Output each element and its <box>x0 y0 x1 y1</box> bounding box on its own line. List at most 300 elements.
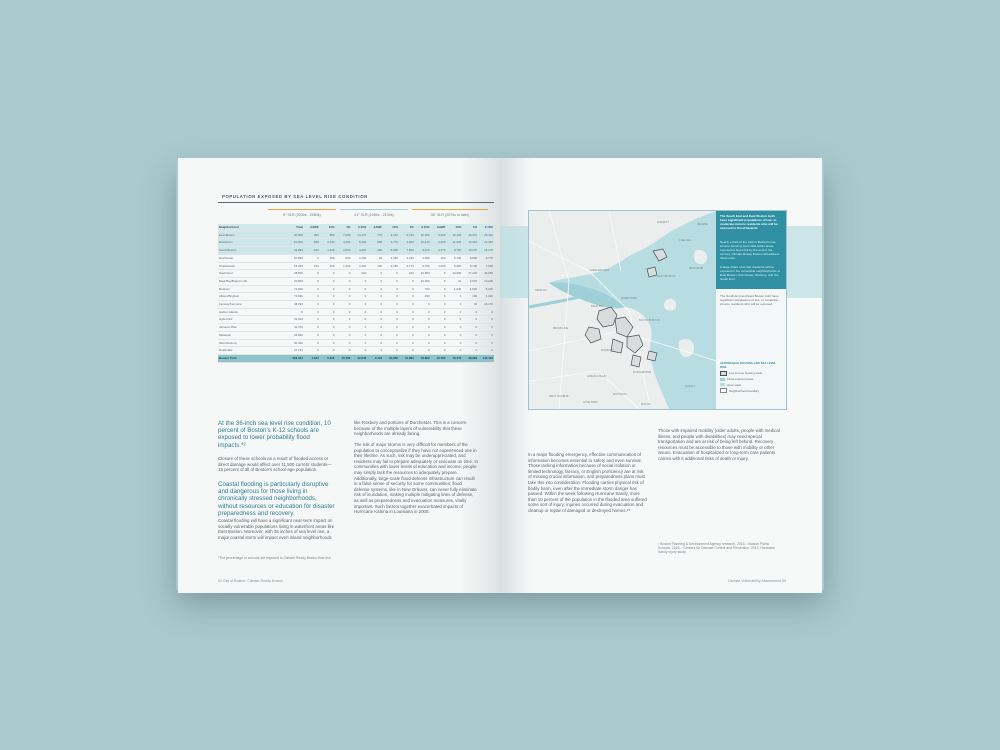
table-cell: 32,910 <box>288 316 304 324</box>
legend-swatch-icon <box>720 371 727 376</box>
table-cell: 1,020 <box>431 262 447 270</box>
table-cell: 42,370 <box>288 324 304 332</box>
title-rule <box>218 202 494 203</box>
map-sidebar <box>716 210 787 410</box>
legend-item <box>720 371 782 376</box>
table-cell: 5,400 <box>351 239 367 247</box>
table-cell: 0 <box>304 277 320 285</box>
table-cell: 0 <box>351 277 367 285</box>
table-cell: 78,889 <box>415 354 431 362</box>
table-cell: 0 <box>351 316 367 324</box>
table-cell: 26,660 <box>288 331 304 339</box>
callout-coastal-flooding: Coastal flooding is particularly disruptive and dangerous for those living in chronically stressed neighborhoods, without resources or education for disaster preparedness and recovery. <box>218 481 335 517</box>
table-header-cell: 10% <box>446 224 462 231</box>
table-cell: 0 <box>415 347 431 355</box>
table-cell: 16,130 <box>446 231 462 239</box>
legend-label: Neighborhood boundary <box>729 388 760 393</box>
table-cell: 0 <box>415 301 431 309</box>
table-cell: 0 <box>304 254 320 262</box>
table-cell: 0 <box>478 347 494 355</box>
table-cell: 0 <box>431 293 447 301</box>
group-rule-2 <box>340 209 408 210</box>
table-cell: 9,770 <box>478 254 494 262</box>
table-cell: 22,800 <box>288 277 304 285</box>
table-cell: 8,750 <box>446 247 462 255</box>
table-cell: 0 <box>336 293 352 301</box>
table-cell: 0 <box>383 285 399 293</box>
table-cell: 0 <box>367 277 383 285</box>
table-cell: 0 <box>336 285 352 293</box>
paragraph-col2-intro: like Roxbury and portions of Dorchester. This is a concern because of the multiple layers of vulnerability that these neighborhoods are already facing. <box>354 420 467 437</box>
group-label-21in: 21" SLR (2050s - 2100s) <box>354 213 394 217</box>
neighborhood-cell: East Boston <box>218 231 288 239</box>
table-cell: 0 <box>367 301 383 309</box>
table-cell: 0 <box>462 339 478 347</box>
table-cell: 0 <box>304 301 320 309</box>
table-row <box>218 331 494 339</box>
page-folio-left: 54 City of Boston: Climate Ready Boston <box>218 579 284 583</box>
table-cell: 10,410 <box>462 239 478 247</box>
map-label: EAST BOSTON <box>657 275 676 278</box>
table-cell: 0 <box>431 324 447 332</box>
table-header-cell: 1% <box>399 224 415 231</box>
table-cell: 0 <box>304 308 320 316</box>
table-cell: 0 <box>478 324 494 332</box>
neighborhood-cell: Jamaica Plain <box>218 324 288 332</box>
neighborhood-cell: West Roxbury <box>218 339 288 347</box>
legend-swatch-icon <box>720 378 725 381</box>
table-cell: 0 <box>320 301 336 309</box>
table-cell: 6,830 <box>462 254 478 262</box>
table-cell: 4,400 <box>351 247 367 255</box>
table-cell: 0 <box>336 308 352 316</box>
table-cell: 0 <box>431 347 447 355</box>
table-row <box>218 324 494 332</box>
legend-swatch-icon <box>720 388 727 393</box>
table-cell: 10,410 <box>415 239 431 247</box>
table-cell: 0 <box>446 301 462 309</box>
table-cell: 2,090 <box>336 247 352 255</box>
table-cell: 770 <box>367 231 383 239</box>
table-cell: 0 <box>320 308 336 316</box>
table-cell: 0 <box>478 308 494 316</box>
legend-title: AFFORDABLE HOUSING AND SEA LEVEL RISE <box>720 361 776 369</box>
right-footnotes: ¹ Boston Planning & Development Agency research, 2016. ² Boston Public Schools, 2016. ³ Centers for Disease Control and Prevention, 2013. Hurricane Sandy injury study. <box>658 542 776 554</box>
table-header-cell: 1% <box>462 224 478 231</box>
table-cell: 7,060 <box>478 262 494 270</box>
table-cell: 0 <box>351 331 367 339</box>
table-cell: 0 <box>351 339 367 347</box>
neighborhood-cell: Back Bay/Beacon Hill <box>218 277 288 285</box>
table-header-row <box>218 224 494 231</box>
table-cell: 0 <box>304 347 320 355</box>
map-label: CHELSEA <box>679 239 692 242</box>
table-cell: 5,200 <box>478 285 494 293</box>
table-row <box>218 285 494 293</box>
legend-label: Low-income housing areas <box>729 371 763 375</box>
table-row <box>218 254 494 262</box>
table-cell: 0 <box>399 277 415 285</box>
table-cell: 960 <box>367 239 383 247</box>
table-cell: 0 <box>320 285 336 293</box>
table-row <box>218 277 494 285</box>
neighborhood-cell: Harbor Islands <box>218 308 288 316</box>
table-row <box>218 239 494 247</box>
table-cell: 220 <box>351 270 367 278</box>
table-cell: 5,260 <box>320 354 336 362</box>
table-cell: 0 <box>320 331 336 339</box>
paragraph-impaired-mobility: Those with impaired mobility (older adults, people with medical illness, and people with disabilities) may need special transportation and are at risk of being left behind. Recovery resources must be accessible to those with mobility or other issues. Evacuation of hospitalized or long-term care patients carries with it additional risks of death or injury. <box>658 428 780 461</box>
table-cell: 9,210 <box>415 247 431 255</box>
map-label: WINTHROP <box>689 267 704 270</box>
sidebar-body-1: Nearly a third of the total in Boston's low-income housing stock falls within areas exposed to flood risk by the end of the century. Climate Ready Boston will address these risks. <box>720 240 780 260</box>
table-cell: 7,000 <box>336 231 352 239</box>
table-cell: 0 <box>383 301 399 309</box>
table-cell: 0 <box>462 331 478 339</box>
footnote: *The percentage of schools are exposed to Climate Ready Boston flow rise. <box>218 556 332 560</box>
table-cell: 73,770 <box>446 354 462 362</box>
sidebar-lead: The South End and East Boston both have significant populations of low- to moderate-income residents who will be exposed to flood hazards. <box>720 214 778 230</box>
table-cell: 12,780 <box>431 354 447 362</box>
table-cell: 0 <box>320 339 336 347</box>
table-cell: 0 <box>288 308 304 316</box>
map-legend <box>720 361 782 393</box>
table-cell: 1,020 <box>478 293 494 301</box>
neighborhood-cell: Mattapan <box>218 331 288 339</box>
table-cell: 0 <box>399 339 415 347</box>
table-cell: 10,300 <box>288 239 304 247</box>
table-cell: 98,389 <box>462 354 478 362</box>
table-row <box>218 293 494 301</box>
table-header-cell: 0.10% <box>415 224 431 231</box>
table-cell: 0 <box>431 285 447 293</box>
table-cell: 0 <box>431 316 447 324</box>
table-cell: 10 <box>446 277 462 285</box>
table-cell: 240 <box>399 270 415 278</box>
table-cell: 0 <box>351 293 367 301</box>
group-label-9in: 9" SLR (2030s - 2050s) <box>283 213 321 217</box>
table-cell: 5,090 <box>383 247 399 255</box>
paragraph-coastal-flooding: Coastal flooding will have a significant near-term impact on socially vulnerable populations living in waterfront areas like East Boston. Moreover, with 36 inches of sea level rise, a major coastal storm will impact even inland neighborhoods <box>218 518 335 540</box>
legend-item <box>720 377 782 381</box>
table-cell: 0 <box>336 324 352 332</box>
table-cell: 0 <box>383 308 399 316</box>
map-label: EVERETT <box>657 221 669 224</box>
table-cell: 0 <box>336 301 352 309</box>
table-cell: 0 <box>399 285 415 293</box>
table-cell: 0 <box>336 277 352 285</box>
table-cell: 0 <box>367 324 383 332</box>
table-header-cell: 10% <box>320 224 336 231</box>
table-cell: 0 <box>304 316 320 324</box>
table-title: POPULATION EXPOSED BY SEA LEVEL RISE CONDITION <box>222 194 368 199</box>
table-cell: 15,780 <box>336 354 352 362</box>
table-cell: 0 <box>383 293 399 301</box>
table-header-cell: Total <box>288 224 304 231</box>
table-cell: 1,820 <box>462 285 478 293</box>
table-cell: 0 <box>446 331 462 339</box>
table-cell: 44,060 <box>399 354 415 362</box>
table-cell: 0 <box>336 331 352 339</box>
table-cell: 0 <box>446 339 462 347</box>
legend-swatch-icon <box>720 383 725 386</box>
table-cell: 0 <box>336 316 352 324</box>
table-cell: 74,990 <box>288 293 304 301</box>
table-cell: 0 <box>351 285 367 293</box>
table-header-cell: 0.10% <box>351 224 367 231</box>
table-cell: 400 <box>320 262 336 270</box>
table-cell: 4,670 <box>462 277 478 285</box>
table-row <box>218 262 494 270</box>
table-cell: 0 <box>431 339 447 347</box>
map-label: DORCHESTER <box>633 371 652 374</box>
map-label: ROXBURY <box>601 349 614 352</box>
table-cell: 7,540 <box>399 247 415 255</box>
table-cell: 100 <box>367 262 383 270</box>
map-label: BROOKLINE <box>553 327 569 330</box>
table-cell: 0 <box>383 316 399 324</box>
table-cell: 0 <box>336 270 352 278</box>
table-cell: 11,230 <box>446 239 462 247</box>
table-cell: 0 <box>304 331 320 339</box>
table-cell: 100 <box>304 262 320 270</box>
table-cell: 0 <box>399 301 415 309</box>
table-cell: 15,170 <box>478 247 494 255</box>
table-cell: 0 <box>304 285 320 293</box>
group-rule-1 <box>268 209 336 210</box>
flood-map <box>528 210 718 410</box>
table-cell: 2,110 <box>367 354 383 362</box>
table-cell: 0 <box>446 347 462 355</box>
table-cell: 19,370 <box>462 231 478 239</box>
table-cell: 0 <box>320 277 336 285</box>
table-cell: 0 <box>367 316 383 324</box>
neighborhood-cell: Allston/Brighton <box>218 293 288 301</box>
table-cell: 1,340 <box>304 354 320 362</box>
legend-item <box>720 383 782 387</box>
table-cell: 2,370 <box>431 247 447 255</box>
table-cell: 0 <box>367 331 383 339</box>
table-cell: 0 <box>462 347 478 355</box>
table-cell: 1,340 <box>336 262 352 270</box>
table-cell: 24,980 <box>446 270 462 278</box>
table-cell: 144,460 <box>478 354 494 362</box>
table-cell: 0 <box>351 301 367 309</box>
table-cell: 2,180 <box>383 262 399 270</box>
table-cell: 0 <box>415 331 431 339</box>
sidebar-body-2: A large share of at-risk residents will be exposed in the vulnerable neighborhoods of East Boston, Dorchester, Roxbury, and the South End. <box>720 265 781 281</box>
table-cell: 180 <box>320 254 336 262</box>
table-cell: 30,440 <box>288 339 304 347</box>
table-row <box>218 247 494 255</box>
map-label: SOUTH BOSTON <box>639 319 660 322</box>
neighborhood-cell: Charlestown <box>218 262 288 270</box>
right-page <box>500 158 822 593</box>
table-row <box>218 308 494 316</box>
table-cell: 0 <box>462 308 478 316</box>
table-cell: 14,470 <box>351 231 367 239</box>
table-cell: 16,439 <box>288 262 304 270</box>
paragraph-schools: Closure of these schools as a result of flooded access or direct damage would affect over 11,500 current students—15 percent of all of Boston's school-age population. <box>218 456 332 473</box>
neighborhood-cell: Roslindale <box>218 347 288 355</box>
paragraph-emergency-communication: In a major flooding emergency, effective communication of information becomes essential to safety and even survival. Those lacking information because of social isolation or limited technology, literacy, or English proficiency are at risk of missing crucial information, and preparedness plans must take this into consideration. Flooding carries physical risk of bodily harm, even after the immediate storm danger has passed. Within the week following Hurricane Sandy, more than 10 percent of the population in the flooded area suffered some sort of injury; injuries occurred during evacuation and cleanup or repair of damaged or destroyed homes.*³ <box>528 452 647 513</box>
table-cell: 0 <box>383 324 399 332</box>
table-header-cell: 10% <box>383 224 399 231</box>
table-header-cell: 1% <box>336 224 352 231</box>
table-cell: 0 <box>351 308 367 316</box>
table-cell: 0 <box>351 347 367 355</box>
table-cell: 0 <box>478 339 494 347</box>
map-graphic <box>529 211 717 409</box>
table-row <box>218 347 494 355</box>
map-label: REVERE <box>697 223 708 226</box>
map-label: JAMAICA PLAIN <box>587 375 607 378</box>
table-cell: 0 <box>320 316 336 324</box>
table-cell: 0 <box>478 316 494 324</box>
table-cell: 0 <box>399 331 415 339</box>
table-cell: 31,990 <box>288 247 304 255</box>
table-cell: 0 <box>367 347 383 355</box>
table-cell: 10,090 <box>415 277 431 285</box>
table-cell: 40,508 <box>288 231 304 239</box>
table-header-cell: AAWF <box>304 224 320 231</box>
table-cell: 0 <box>399 347 415 355</box>
table-row <box>218 231 494 239</box>
table-cell: 0 <box>304 270 320 278</box>
neighborhood-cell: South Boston <box>218 247 288 255</box>
neighborhood-cell: Downtown <box>218 239 288 247</box>
table-cell: 0 <box>399 324 415 332</box>
table-cell: 0 <box>462 316 478 324</box>
table-cell: 0 <box>304 339 320 347</box>
table-cell: 0 <box>383 347 399 355</box>
neighborhood-cell: Boston Total <box>218 354 288 362</box>
table-cell: 4,090 <box>415 254 431 262</box>
table-cell: 700 <box>415 285 431 293</box>
group-label-36in: 36" SLR (2070s or later) <box>430 213 470 217</box>
map-label: HYDE PARK <box>583 401 598 404</box>
table-row <box>218 339 494 347</box>
table-cell: 10,270 <box>462 247 478 255</box>
table-header-cell: AAWF <box>431 224 447 231</box>
table-cell: 26,420 <box>478 231 494 239</box>
table-cell: 0 <box>351 324 367 332</box>
table-cell: 0 <box>304 324 320 332</box>
table-cell: 10,470 <box>478 301 494 309</box>
table-cell: 190 <box>462 293 478 301</box>
legend-item <box>720 388 782 393</box>
table-cell: 22,650 <box>383 354 399 362</box>
table-cell: 0 <box>478 331 494 339</box>
map-label: WEST ROXBURY <box>549 395 570 398</box>
table-cell: 0 <box>320 270 336 278</box>
table-cell: 10,880 <box>415 270 431 278</box>
table-header-cell: 0.10% <box>478 224 494 231</box>
table-cell: 100 <box>367 247 383 255</box>
map-label: DOWNTOWN <box>621 297 638 300</box>
table-cell: 0 <box>320 324 336 332</box>
table-cell: 0 <box>367 270 383 278</box>
table-cell: 2,190 <box>320 239 336 247</box>
table-cell: 0 <box>415 308 431 316</box>
map-label: NEWTON <box>535 289 547 292</box>
table-cell: 4,010 <box>383 231 399 239</box>
table-cell: 626,441 <box>288 354 304 362</box>
table-total-row <box>218 354 494 362</box>
left-page <box>178 158 500 593</box>
sidebar-highlight-box <box>716 211 786 289</box>
table-cell: 27,721 <box>288 347 304 355</box>
legend-label: Open water <box>727 382 742 387</box>
table-cell: 40 <box>462 301 478 309</box>
table-cell: 0 <box>336 347 352 355</box>
table-row <box>218 270 494 278</box>
table-cell: 0 <box>446 308 462 316</box>
table-cell: 0 <box>320 293 336 301</box>
sidebar-body-3: The South End and East Boston both have significant populations of low- to moderate-income residents who will be exposed. <box>720 294 779 306</box>
table-cell: 0 <box>399 316 415 324</box>
table-cell: 27,420 <box>462 270 478 278</box>
table-cell: 21,440 <box>478 239 494 247</box>
table-cell: 44,290 <box>288 301 304 309</box>
table-cell: 0 <box>320 347 336 355</box>
map-label: QUINCY <box>685 385 696 388</box>
table-cell: 5,920 <box>446 262 462 270</box>
table-cell: 5,770 <box>399 262 415 270</box>
table-cell: 0 <box>367 285 383 293</box>
table-header-cell: Neighborhood <box>218 224 288 231</box>
table-cell: 0 <box>431 301 447 309</box>
table-cell: 1,040 <box>446 285 462 293</box>
table-cell: 0 <box>336 339 352 347</box>
map-label: BACK BAY <box>591 305 604 308</box>
legend-label: Flood-exposed areas <box>727 377 754 381</box>
neighborhood-cell: Roxbury <box>218 285 288 293</box>
neighborhood-cell: Dorchester <box>218 254 288 262</box>
table-cell: 4,940 <box>399 239 415 247</box>
table-cell: 850 <box>320 231 336 239</box>
table-cell: 6,740 <box>399 231 415 239</box>
table-cell: 6,750 <box>415 262 431 270</box>
table-cell: 16,300 <box>415 231 431 239</box>
table-cell: 0 <box>415 324 431 332</box>
population-table <box>218 224 494 363</box>
table-cell: 0 <box>399 308 415 316</box>
table-cell: 0 <box>446 293 462 301</box>
table-cell: 0 <box>367 293 383 301</box>
table-cell: 100 <box>304 247 320 255</box>
table-cell: 71,900 <box>288 285 304 293</box>
map-label: MATTAPAN <box>613 393 627 396</box>
table-row <box>218 301 494 309</box>
table-cell: 650 <box>304 239 320 247</box>
table-cell: 0 <box>383 339 399 347</box>
table-cell: 28,800 <box>288 270 304 278</box>
table-cell: 289 <box>304 231 320 239</box>
table-cell: 5,790 <box>462 262 478 270</box>
table-cell: 0 <box>383 331 399 339</box>
page-folio-right: Climate Vulnerability Assessment 55 <box>728 579 786 583</box>
table-cell: 0 <box>415 339 431 347</box>
table-cell: 2,490 <box>431 239 447 247</box>
table-cell: 0 <box>367 308 383 316</box>
table-cell: 0 <box>367 339 383 347</box>
table-cell: 0 <box>446 324 462 332</box>
table-cell: 3,770 <box>383 239 399 247</box>
table-cell: 87,890 <box>288 254 304 262</box>
map-label: CHARLESTOWN <box>589 269 610 272</box>
table-cell: 0 <box>462 324 478 332</box>
